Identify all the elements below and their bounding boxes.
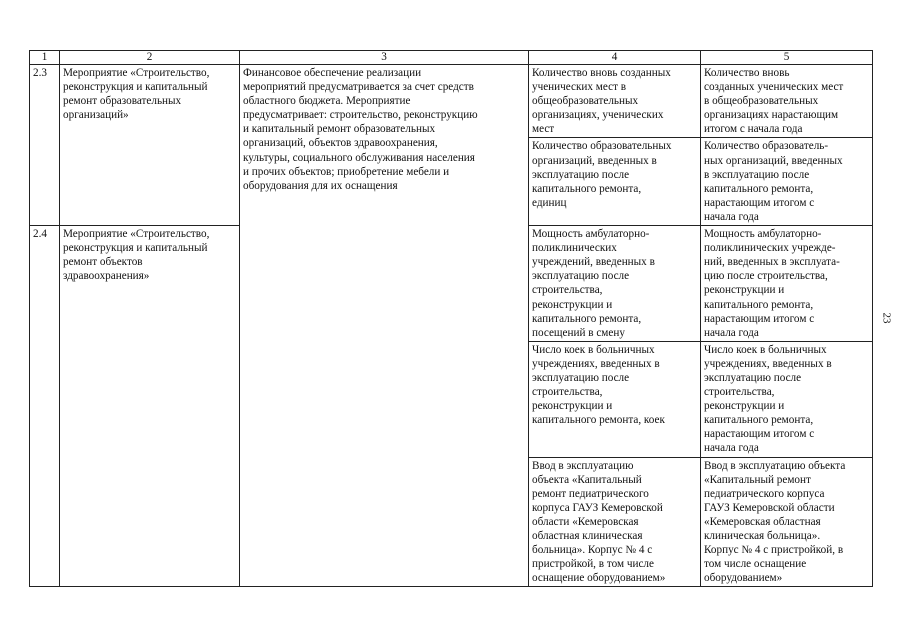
header-col-2: 2 bbox=[60, 51, 240, 65]
indicators-table bbox=[29, 50, 873, 587]
table-row bbox=[30, 65, 873, 138]
page-number: 23 bbox=[880, 312, 893, 324]
measure-name: Мероприятие «Строительство, реконструкция и капитальный ремонт объектов здравоохранения» bbox=[60, 226, 240, 587]
header-col-3: 3 bbox=[240, 51, 529, 65]
header-col-4: 4 bbox=[529, 51, 701, 65]
result-cell: Ввод в эксплуатацию объекта «Капитальный ремонт педиатрического корпуса ГАУЗ Кемеровской области «Кемеровская областная клиническая больница». Корпус № 4 с пристройкой, в том числе оснащение оборудованием» bbox=[701, 457, 873, 587]
indicator-cell: Ввод в эксплуатацию объекта «Капитальный ремонт педиатрического корпуса ГАУЗ Кемеровской области «Кемеровская областная клиническая больница». Корпус № 4 с пристройкой, в том числе оснащение оборудованием» bbox=[529, 457, 701, 587]
result-cell: Мощность амбулаторно- поликлинических учрежде- ний, введенных в эксплуата- цию после строительства, реконструкции и капитального ремонта, нарастающим итогом с начала года bbox=[701, 226, 873, 342]
result-cell: Количество вновь созданных ученических мест в общеобразовательных организациях нарастающим итогом с начала года bbox=[701, 65, 873, 138]
row-number: 2.3 bbox=[30, 65, 60, 226]
row-number: 2.4 bbox=[30, 226, 60, 587]
header-col-1: 1 bbox=[30, 51, 60, 65]
indicator-cell: Количество образовательных организаций, введенных в эксплуатацию после капитального ремонта, единиц bbox=[529, 138, 701, 226]
indicator-cell: Число коек в больничных учреждениях, введенных в эксплуатацию после строительства, реконструкции и капитального ремонта, коек bbox=[529, 341, 701, 457]
shared-description: Финансовое обеспечение реализации мероприятий предусматривается за счет средств областного бюджета. Мероприятие предусматривает: строительство, реконструкцию и капитальный ремонт образовательных организаций, объектов здравоохранения, культуры, социального обслуживания населения и прочих объектов; приобретение мебели и оборудования для их оснащения bbox=[240, 65, 529, 587]
indicator-cell: Количество вновь созданных ученических мест в общеобразовательных организациях, ученических мест bbox=[529, 65, 701, 138]
header-row bbox=[30, 51, 873, 65]
measure-name: Мероприятие «Строительство, реконструкция и капитальный ремонт образовательных организаций» bbox=[60, 65, 240, 226]
result-cell: Число коек в больничных учреждениях, введенных в эксплуатацию после строительства, реконструкции и капитального ремонта, нарастающим итогом с начала года bbox=[701, 341, 873, 457]
indicator-cell: Мощность амбулаторно- поликлинических учреждений, введенных в эксплуатацию после строительства, реконструкции и капитального ремонта, посещений в смену bbox=[529, 226, 701, 342]
header-col-5: 5 bbox=[701, 51, 873, 65]
result-cell: Количество образователь- ных организаций, введенных в эксплуатацию после капитального ремонта, нарастающим итогом с начала года bbox=[701, 138, 873, 226]
